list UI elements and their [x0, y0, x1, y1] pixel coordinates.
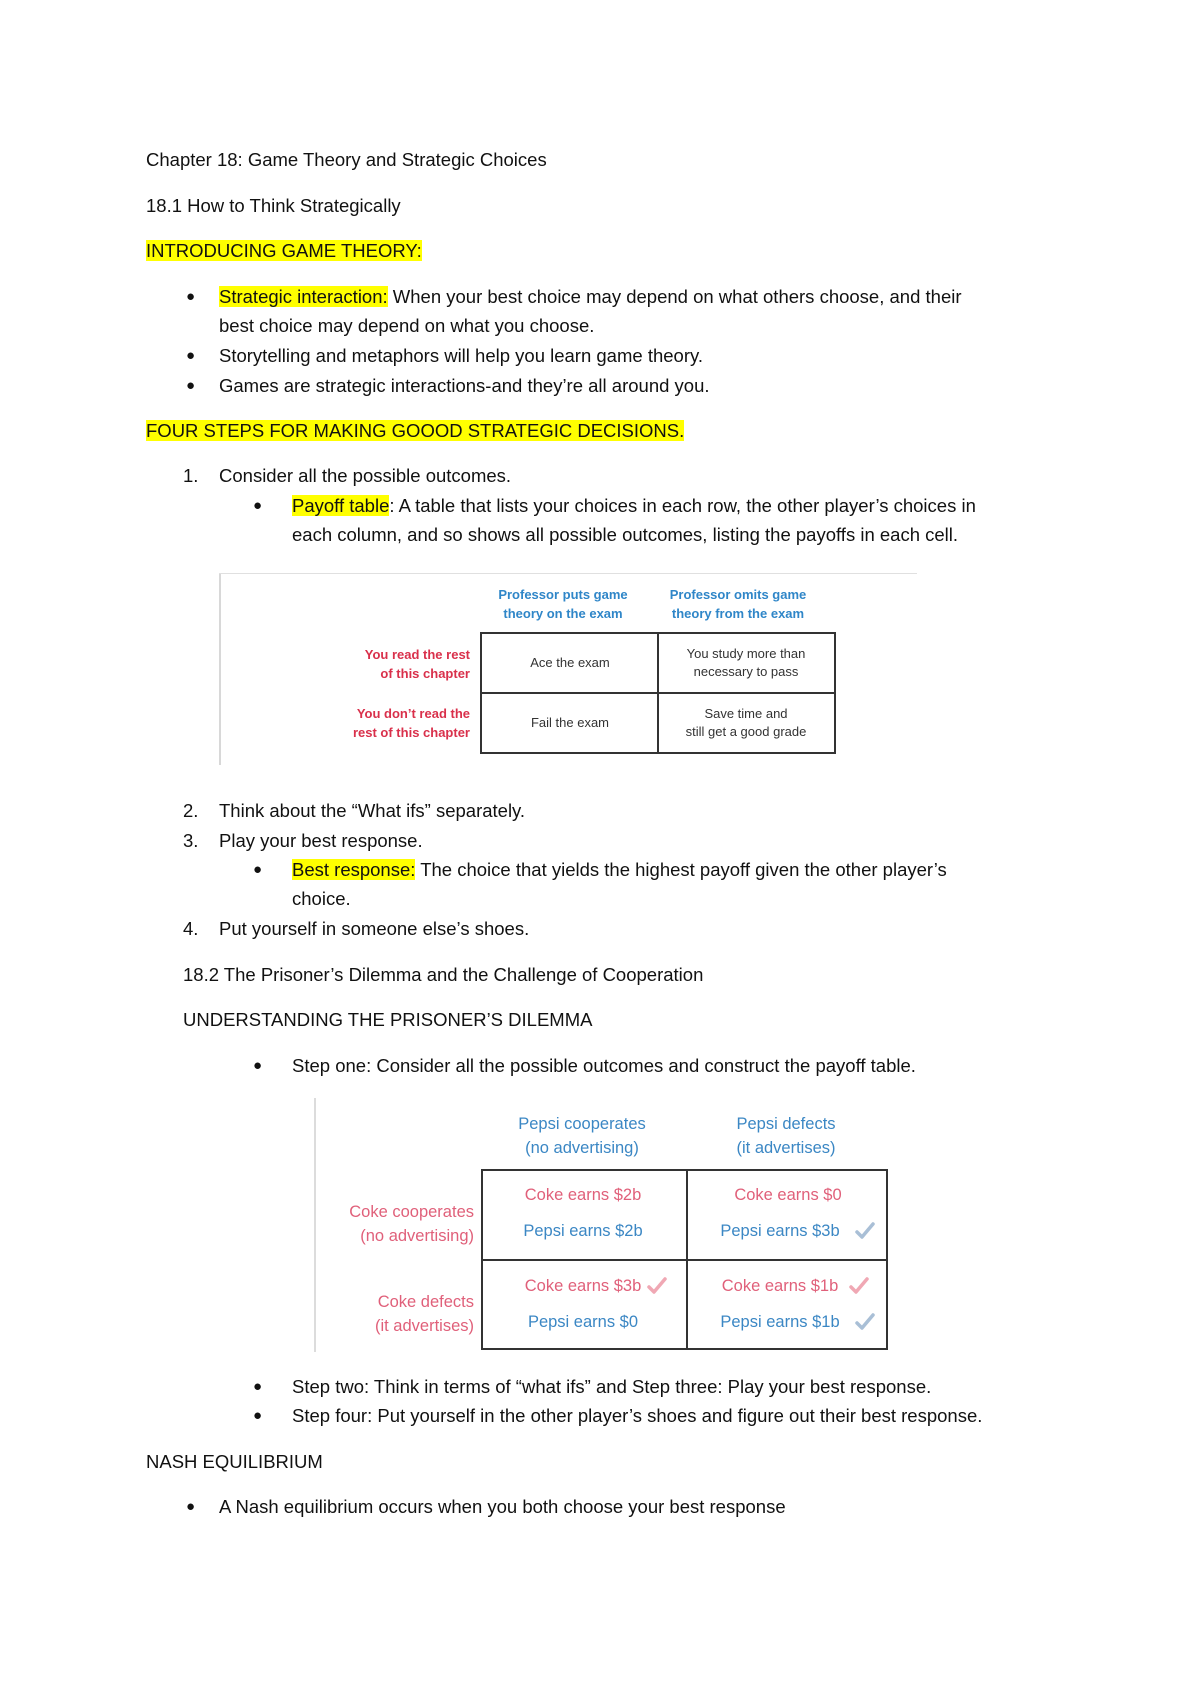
payoff-grid	[480, 632, 836, 754]
highlight-text: INTRODUCING GAME THEORY:	[146, 240, 422, 261]
checkmark-icon	[855, 1313, 875, 1331]
list-number: 2.	[183, 800, 199, 821]
prisoners-dilemma-figure	[314, 1098, 894, 1352]
pepsi-payoff: Pepsi earns $3b	[720, 1222, 840, 1240]
header-line: You don’t read the	[356, 706, 470, 721]
header-line: (it advertises)	[374, 1317, 474, 1335]
checkmark-icon	[855, 1222, 875, 1240]
definition-text: When your best choice may depend on what others choose, and their	[387, 286, 962, 307]
header-line: Professor puts game	[498, 587, 628, 602]
definition-text: The choice that yields the highest payoff given the other player’s	[415, 859, 947, 880]
list-number: 1.	[183, 465, 199, 486]
bullet-icon: ●	[186, 347, 196, 364]
chapter-title: Chapter 18: Game Theory and Strategic Choices	[146, 149, 547, 170]
list-item: Think about the “What ifs” separately.	[219, 800, 526, 821]
list-number: 3.	[183, 830, 199, 851]
term-highlight: Payoff table	[292, 495, 390, 516]
payoff-grid	[481, 1169, 888, 1350]
highlighted-heading	[146, 418, 684, 444]
bullet-icon: ●	[186, 288, 196, 305]
list-item	[219, 284, 962, 310]
list-item: Step one: Consider all the possible outcomes and construct the payoff table.	[292, 1055, 916, 1076]
figure-border	[219, 573, 917, 574]
list-item: Storytelling and metaphors will help you learn game theory.	[219, 345, 703, 366]
header-line: Professor omits game	[669, 587, 807, 602]
section-heading: 18.1 How to Think Strategically	[146, 195, 401, 216]
list-item: A Nash equilibrium occurs when you both choose your best response	[219, 1496, 786, 1517]
header-line: Pepsi defects	[736, 1115, 836, 1133]
definition-text: : A table that lists your choices in each row, the other player’s choices in	[389, 495, 976, 516]
row-header	[270, 645, 470, 683]
list-item-continuation: best choice may depend on what you choose.	[219, 315, 595, 336]
row-header	[314, 1290, 474, 1338]
figure-border	[219, 573, 221, 765]
column-header	[482, 1112, 682, 1160]
header-line: (no advertising)	[525, 1139, 639, 1157]
column-header	[473, 585, 653, 623]
bullet-icon: ●	[253, 1407, 263, 1424]
cell-line: You study more than	[686, 646, 806, 661]
cell-line: still get a good grade	[685, 724, 807, 739]
bullet-icon: ●	[253, 1378, 263, 1395]
pepsi-payoff: Pepsi earns $2b	[523, 1222, 643, 1240]
checkmark-icon	[849, 1277, 869, 1295]
header-line: Pepsi cooperates	[518, 1115, 646, 1133]
list-item: Step four: Put yourself in the other player’s shoes and figure out their best response.	[292, 1405, 983, 1426]
bullet-icon: ●	[253, 497, 263, 514]
header-line: Coke cooperates	[349, 1203, 474, 1221]
header-line: of this chapter	[380, 666, 470, 681]
bullet-icon: ●	[186, 1498, 196, 1515]
term-highlight: Best response:	[292, 859, 416, 880]
list-item: Step two: Think in terms of “what ifs” and Step three: Play your best response.	[292, 1376, 932, 1397]
header-line: (no advertising)	[360, 1227, 474, 1245]
cell-line: Save time and	[704, 706, 788, 721]
sub-list-item	[292, 493, 976, 519]
cell-line: necessary to pass	[693, 664, 799, 679]
table-cell	[660, 705, 832, 741]
payoff-table-figure	[219, 573, 917, 765]
header-line: rest of this chapter	[352, 725, 470, 740]
column-header	[686, 1112, 886, 1160]
row-header	[270, 704, 470, 742]
list-item: Consider all the possible outcomes.	[219, 465, 512, 486]
bullet-icon: ●	[253, 861, 263, 878]
coke-payoff: Coke earns $3b	[524, 1277, 642, 1295]
sub-list-item	[292, 857, 947, 883]
grid-line	[483, 1259, 886, 1261]
subheading: UNDERSTANDING THE PRISONER’S DILEMMA	[183, 1009, 593, 1030]
pepsi-payoff: Pepsi earns $0	[527, 1313, 639, 1331]
list-item: Games are strategic interactions-and they’re all around you.	[219, 375, 710, 396]
checkmark-icon	[647, 1277, 667, 1295]
highlighted-heading	[146, 238, 422, 264]
header-line: theory from the exam	[671, 606, 805, 621]
list-number: 4.	[183, 918, 199, 939]
list-item: Put yourself in someone else’s shoes.	[219, 918, 530, 939]
coke-payoff: Coke earns $1b	[721, 1277, 839, 1295]
table-cell: Ace the exam	[530, 655, 610, 670]
sub-list-item-continuation: choice.	[292, 888, 351, 909]
header-line: You read the rest	[364, 647, 470, 662]
pepsi-payoff: Pepsi earns $1b	[720, 1313, 840, 1331]
column-header	[648, 585, 828, 623]
term-highlight: Strategic interaction:	[219, 286, 388, 307]
list-item: Play your best response.	[219, 830, 423, 851]
subheading: NASH EQUILIBRIUM	[146, 1451, 323, 1472]
header-line: theory on the exam	[503, 606, 623, 621]
bullet-icon: ●	[253, 1057, 263, 1074]
bullet-icon: ●	[186, 377, 196, 394]
table-cell: Fail the exam	[530, 715, 610, 730]
header-line: (it advertises)	[736, 1139, 836, 1157]
row-header	[314, 1200, 474, 1248]
sub-list-item-continuation: each column, and so shows all possible outcomes, listing the payoffs in each cell.	[292, 524, 959, 545]
coke-payoff: Coke earns $0	[734, 1186, 842, 1204]
highlight-text: FOUR STEPS FOR MAKING GOOOD STRATEGIC DECISIONS.	[146, 420, 685, 441]
grid-line	[482, 692, 834, 694]
table-cell	[660, 645, 832, 681]
coke-payoff: Coke earns $2b	[524, 1186, 642, 1204]
section-heading: 18.2 The Prisoner’s Dilemma and the Challenge of Cooperation	[183, 964, 704, 985]
header-line: Coke defects	[377, 1293, 474, 1311]
